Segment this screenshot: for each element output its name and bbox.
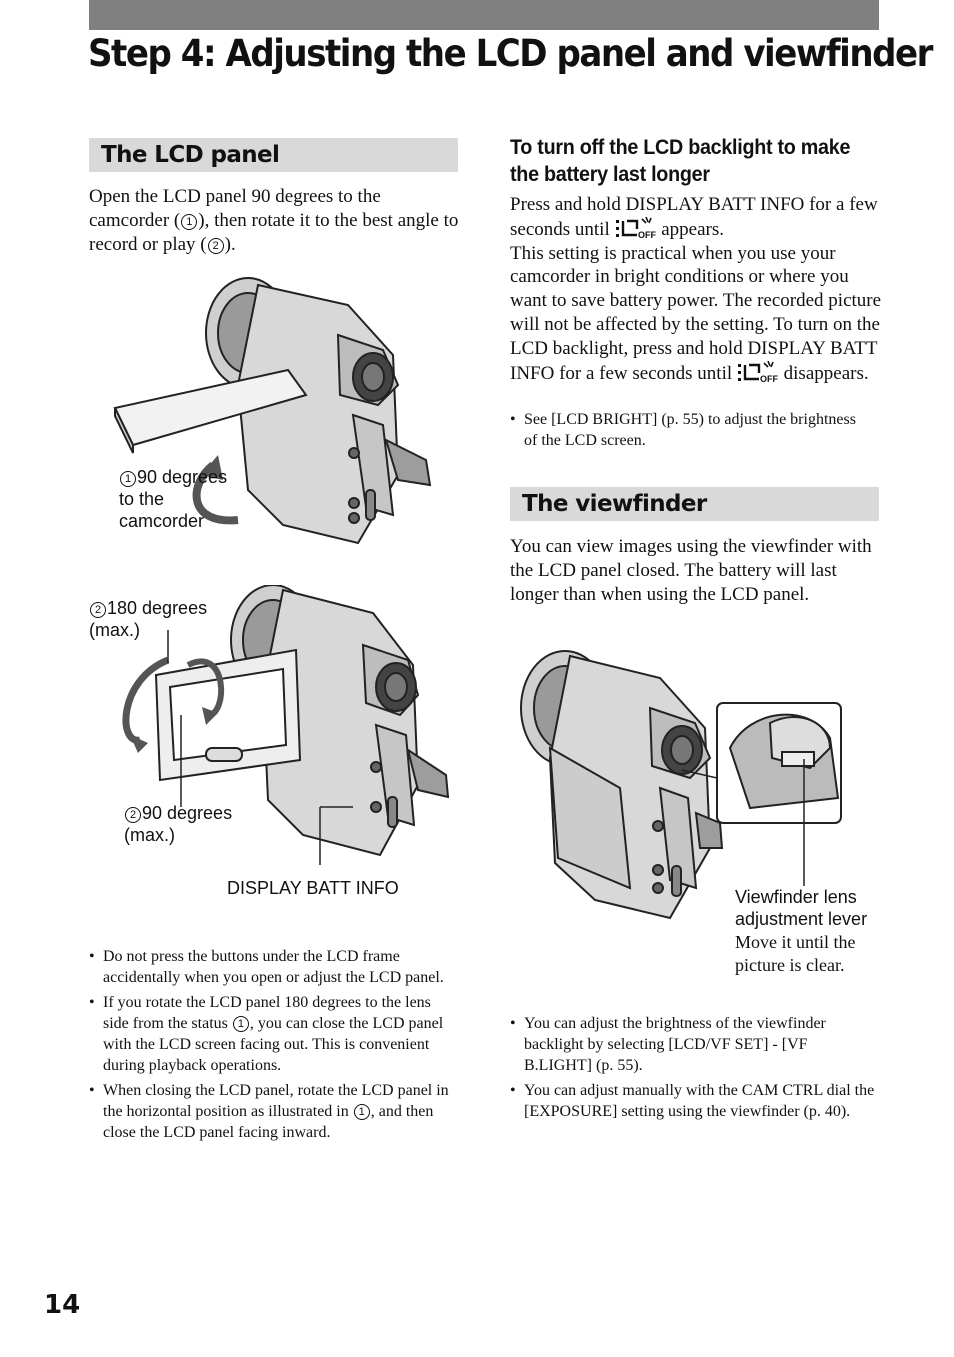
label-90-camcorder-text: 90 degrees to the camcorder <box>119 467 228 531</box>
backlight-text-c: This setting is practical when you use your camcorder in bright conditions or where you want to save battery power. The recorded picture will not be affected by the setting. To turn on the LCD backlight, press and hold DISPLAY BATT INFO for a few seconds until <box>510 242 882 384</box>
circled-1-icon: 1 <box>354 1104 370 1120</box>
svg-text:OFF: OFF <box>637 229 656 239</box>
viewfinder-notes-list <box>510 1013 875 1126</box>
svg-text:OFF: OFF <box>759 373 778 383</box>
circled-2-icon: 2 <box>208 238 224 254</box>
header-bar <box>89 0 879 30</box>
backlight-text-b: appears. <box>656 218 725 240</box>
lcd-section-heading: The LCD panel <box>101 142 280 168</box>
backlight-paragraph <box>510 193 882 385</box>
note-text-a: When closing the LCD panel, rotate the LCD panel in the horizontal position as illustrated in <box>103 1082 449 1120</box>
lcd-notes-list <box>89 946 451 1147</box>
list-item: • You can adjust manually with the CAM CTRL dial the [EXPOSURE] setting using the viewfinder (p. 40). <box>510 1080 875 1122</box>
lcd-intro-text-c: ). <box>224 233 236 255</box>
circled-1-icon: 1 <box>233 1016 249 1032</box>
lcd-intro-text-b: ), then rotate it to the best angle to record or play ( <box>89 209 459 255</box>
label-90-max-text: 90 degrees (max.) <box>124 803 233 845</box>
backlight-notes-list <box>510 409 870 455</box>
backlight-subheading: To turn off the LCD backlight to make the battery last longer <box>510 136 851 186</box>
label-90-degrees-max <box>124 802 249 846</box>
circled-1-icon: 1 <box>120 471 136 487</box>
lcd-backlight-off-icon <box>615 217 657 239</box>
list-item: • You can adjust the brightness of the viewfinder backlight by selecting [LCD/VF SET] - [VF B.LIGHT] (p. 55). <box>510 1013 875 1076</box>
list-item <box>89 1080 451 1143</box>
backlight-text-a: Press and hold DISPLAY BATT INFO for a few seconds until <box>510 194 878 240</box>
label-180-degrees <box>89 597 229 641</box>
viewfinder-lever-caption: Move it until the picture is clear. <box>735 932 856 975</box>
list-item <box>89 992 451 1076</box>
viewfinder-section-heading: The viewfinder <box>522 491 707 517</box>
label-display-batt-info: DISPLAY BATT INFO <box>227 878 399 898</box>
lcd-backlight-off-icon <box>737 361 779 383</box>
note-text-b: , and then close the LCD panel facing inward. <box>103 1103 434 1141</box>
backlight-text-d: disappears. <box>778 362 869 384</box>
viewfinder-section-header <box>510 487 879 521</box>
page-number: 14 <box>44 1290 81 1320</box>
list-item: • Do not press the buttons under the LCD frame accidentally when you open or adjust the LCD panel. <box>89 946 451 988</box>
list-item: • See [LCD BRIGHT] (p. 55) to adjust the brightness of the LCD screen. <box>510 409 870 451</box>
circled-2-icon: 2 <box>125 807 141 823</box>
lcd-intro-paragraph <box>89 185 459 256</box>
note-text-a: If you rotate the LCD panel 180 degrees to the lens side from the status <box>103 994 431 1032</box>
circled-2-icon: 2 <box>90 602 106 618</box>
viewfinder-lever-label: Viewfinder lens adjustment lever <box>735 887 868 929</box>
label-90-degrees-camcorder <box>119 466 229 532</box>
lcd-intro-text-a: Open the LCD panel 90 degrees to the camcorder ( <box>89 186 381 231</box>
lcd-section-header <box>89 138 458 172</box>
label-180-text: 180 degrees (max.) <box>89 598 208 640</box>
note-text-b: , you can close the LCD panel with the LCD screen facing out. This is convenient during playback operations. <box>103 1015 444 1074</box>
circled-1-icon: 1 <box>181 214 197 230</box>
viewfinder-paragraph: You can view images using the viewfinder with the LCD panel closed. The battery will last longer than when using the LCD panel. <box>510 536 872 605</box>
page-title: Step 4: Adjusting the LCD panel and viewfinder <box>88 32 932 75</box>
